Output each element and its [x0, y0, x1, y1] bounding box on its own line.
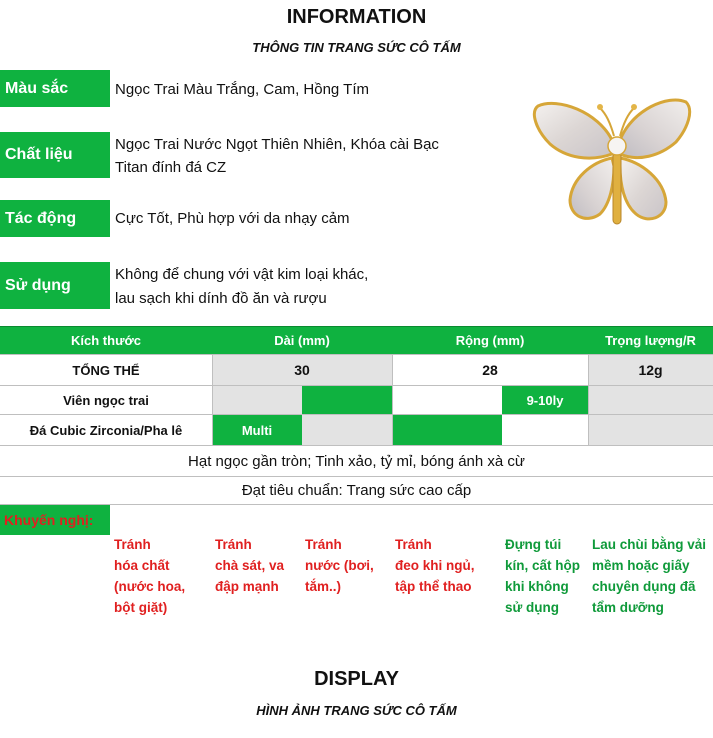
row-pearl-cell-5: [588, 386, 713, 414]
value-usage-2: lau sạch khi dính đồ ăn và rượu: [115, 290, 327, 307]
label-color: Màu sắc: [0, 70, 110, 107]
value-effect: Cực Tốt, Phù hợp với da nhạy cảm: [115, 210, 350, 227]
row-stone-cell-2: [302, 415, 392, 445]
recommend-item-sleep: Tránh đeo khi ngủ, tập thể thao: [395, 537, 475, 594]
display-title: DISPLAY: [314, 668, 399, 690]
value-material-1: Ngọc Trai Nước Ngọt Thiên Nhiên, Khóa cài Bạc: [115, 136, 439, 153]
col-header-length: Dài (mm): [212, 327, 392, 354]
label-usage: Sử dụng: [0, 262, 110, 309]
col-header-size: Kích thước: [0, 327, 212, 354]
row-pearl-cell-3: [392, 386, 502, 414]
note-quality: Hạt ngọc gần tròn; Tinh xảo, tỷ mỉ, bóng ánh xà cừ: [188, 452, 525, 470]
value-color: Ngọc Trai Màu Trắng, Cam, Hồng Tím: [115, 81, 369, 98]
value-material-2: Titan đính đá CZ: [115, 159, 227, 176]
recommend-item-impact: Tránh chà sát, va đập mạnh: [215, 537, 285, 594]
row-total-width: 28: [482, 362, 498, 378]
recommend-item-chemicals: Tránh hóa chất (nước hoa, bột giặt): [114, 537, 186, 615]
note-standard: Đạt tiêu chuẩn: Trang sức cao cấp: [241, 482, 472, 499]
row-pearl-cell-1: [212, 386, 302, 414]
row-total-weight: 12g: [588, 355, 713, 385]
row-total-length: 30: [212, 355, 392, 385]
row-pearl-label: Viên ngọc trai: [63, 392, 149, 408]
recommend-label: Khuyến nghị:: [4, 512, 94, 528]
display-subtitle: HÌNH ẢNH TRANG SỨC CÔ TẤM: [256, 703, 457, 718]
row-pearl-value: 9-10ly: [502, 386, 588, 414]
recommend-item-cleaning: Lau chùi bằng vải mềm hoặc giấy chuyên dụng đã tẩm dưỡng: [592, 537, 707, 615]
col-header-weight: Trọng lượng/R: [588, 327, 713, 354]
row-stone-cell-5: [588, 415, 713, 445]
row-stone-label: Đá Cubic Zirconia/Pha lê: [29, 422, 183, 438]
value-usage-1: Không để chung với vật kim loại khác,: [115, 266, 369, 283]
label-material: Chất liệu: [0, 132, 110, 178]
page-subtitle: THÔNG TIN TRANG SỨC CÔ TẤM: [252, 40, 461, 55]
page-title: INFORMATION: [286, 6, 427, 28]
label-effect: Tác động: [0, 200, 110, 237]
row-stone-value: Multi: [212, 415, 302, 445]
row-stone-cell-3: [392, 415, 502, 445]
row-total-label: TỔNG THỂ: [72, 362, 140, 378]
butterfly-brooch-icon: [528, 92, 696, 242]
row-pearl-cell-2: [302, 386, 392, 414]
recommend-item-storage: Đựng túi kín, cất hộp khi không sử dụng: [505, 537, 581, 615]
row-stone-cell-4: [502, 415, 588, 445]
recommend-item-water: Tránh nước (bơi, tắm..): [305, 537, 374, 594]
col-header-width: Rộng (mm): [392, 327, 588, 354]
